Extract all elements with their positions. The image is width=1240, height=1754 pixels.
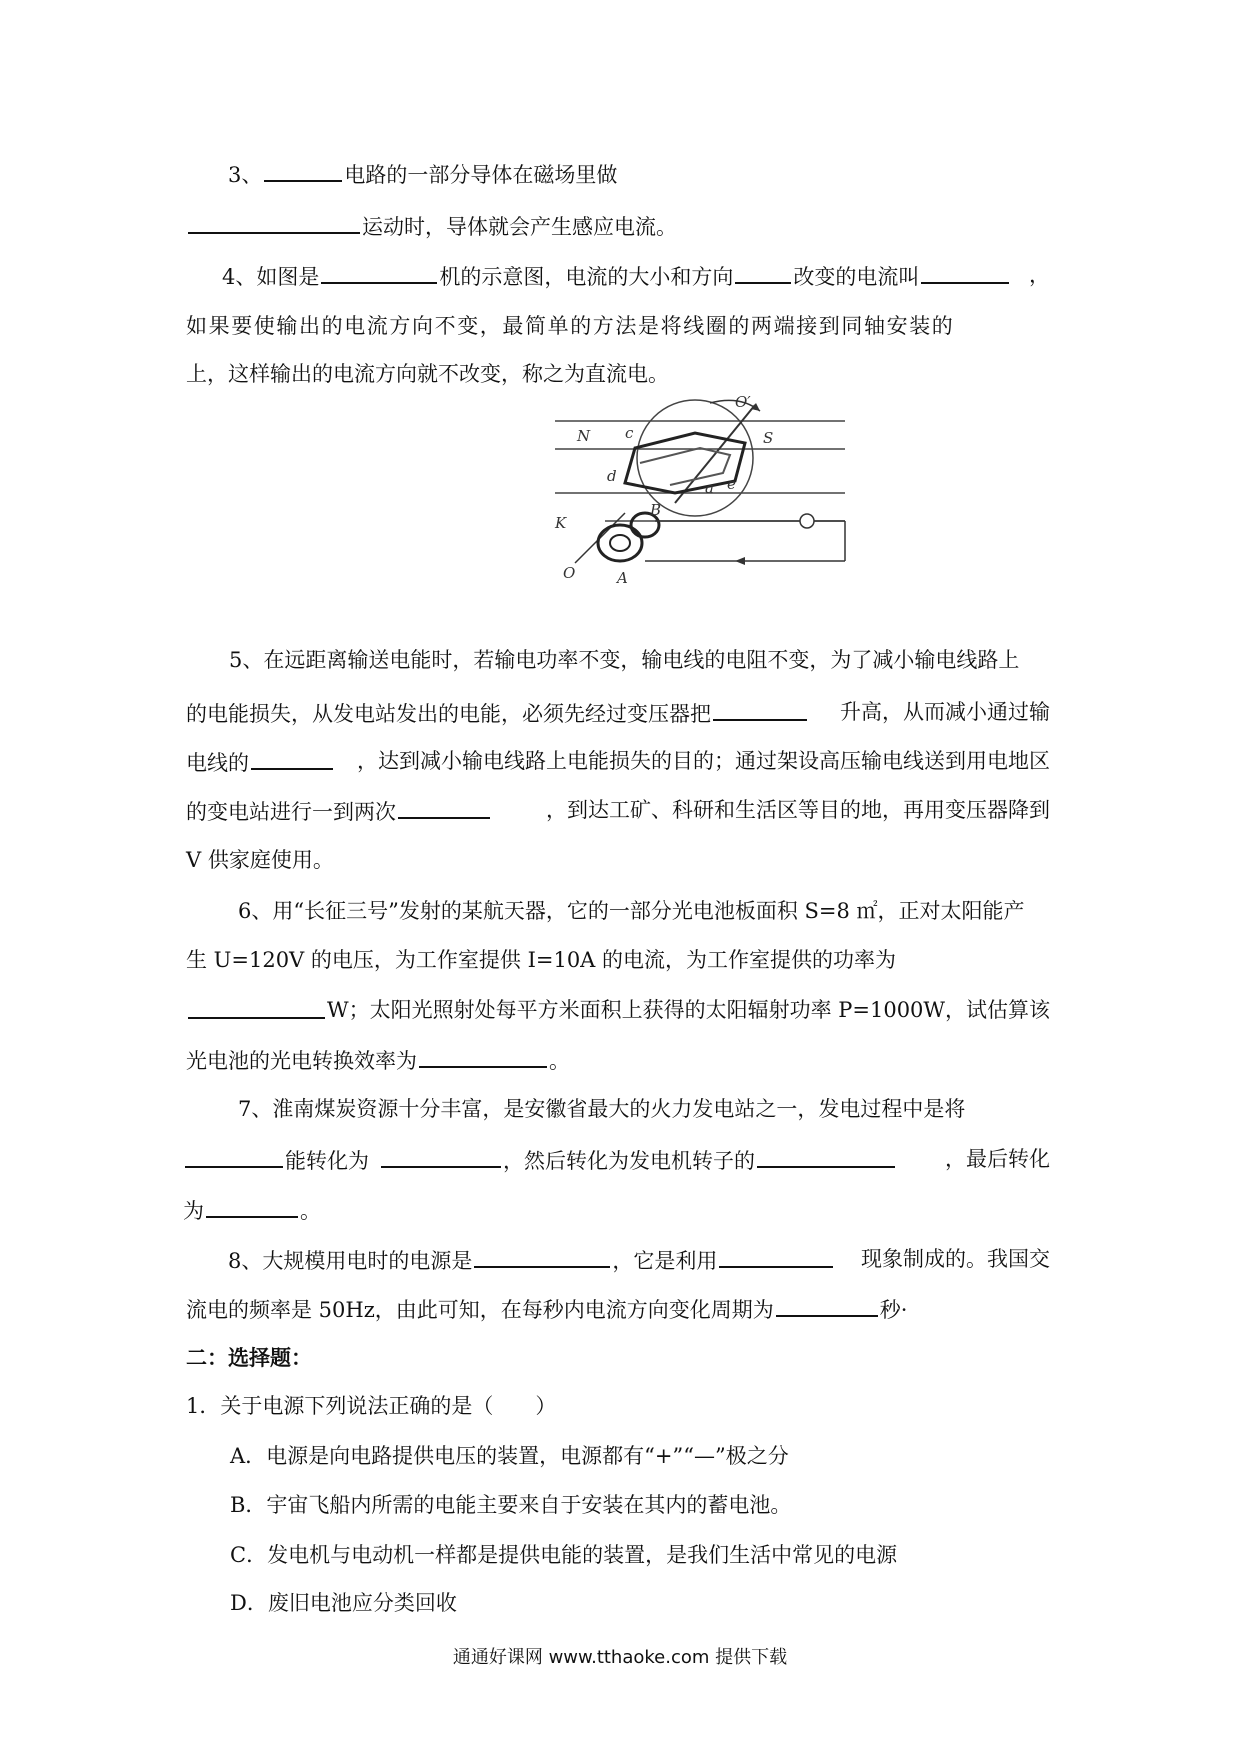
generator-diagram	[545, 393, 875, 588]
q7-blank-2[interactable]	[381, 1144, 501, 1168]
page-footer: 通通好课网 www.tthaoke.com 提供下载	[452, 1647, 788, 1668]
mc1-option-b[interactable]: B．宇宙飞船内所需的电能主要来自于安装在其内的蓄电池。	[230, 1493, 792, 1517]
q8-text-1b: ，它是利用	[612, 1249, 718, 1273]
q8-blank-3[interactable]	[776, 1293, 878, 1317]
q4-blank-1[interactable]	[321, 260, 437, 284]
q6-text-3b: W；太阳光照射处每平方米面积上获得的太阳辐射功率 P=1000W，试估算该	[326, 998, 1050, 1022]
q3-blank-2[interactable]	[188, 210, 360, 234]
q7-blank-1[interactable]	[185, 1144, 283, 1168]
q4-line2: 如果要使输出的电流方向不变，最简单的方法是将线圈的两端接到同轴安装的	[186, 314, 955, 338]
label-o-prime: O′	[735, 393, 751, 411]
q7-text-2c: ，然后转化为发电机转子的	[503, 1149, 755, 1173]
q8-text-1c: 现象制成的。我国交	[861, 1247, 1050, 1271]
q6-text-4a: 光电池的光电转换效率为	[186, 1049, 417, 1073]
label-s: S	[763, 429, 774, 447]
label-o: O	[563, 564, 576, 582]
q3-line1	[228, 158, 617, 190]
q8-text-2b: 秒·	[879, 1298, 908, 1322]
q5-text-3a: 电线的	[186, 751, 249, 775]
q5-line1: 5、在远距离输送电能时，若输电功率不变，输电线的电阻不变，为了减小输电线路上	[229, 648, 1020, 672]
q4-blank-3[interactable]	[921, 260, 1009, 284]
q8-text-2a: 流电的频率是 50Hz，由此可知，在每秒内电流方向变化周期为	[186, 1298, 774, 1322]
label-e: e	[727, 475, 736, 493]
mc1-option-d[interactable]: D．废旧电池应分类回收	[230, 1591, 457, 1615]
q4-line3: 上，这样输出的电流方向就不改变，称之为直流电。	[186, 362, 669, 386]
q3-blank-1[interactable]	[264, 158, 342, 182]
q5-blank-3[interactable]	[398, 795, 490, 819]
q6-blank-2[interactable]	[419, 1044, 547, 1068]
label-d: d	[607, 467, 617, 485]
q8-blank-1[interactable]	[474, 1244, 610, 1268]
q7-blank-4[interactable]	[206, 1194, 298, 1218]
label-n: N	[577, 427, 591, 445]
q7-line1: 7、淮南煤炭资源十分丰富，是安徽省最大的火力发电站之一，发电过程中是将	[238, 1097, 966, 1121]
q6-line2: 生 U=120V 的电压，为工作室提供 I=10A 的电流，为工作室提供的功率为	[186, 948, 897, 972]
q5-line3	[186, 746, 1050, 778]
mc1-stem: 1．关于电源下列说法正确的是（ ）	[186, 1394, 557, 1418]
q4-text-a: 4、如图是	[222, 265, 320, 289]
q5-line2	[186, 697, 1050, 729]
q8-blank-2[interactable]	[719, 1244, 833, 1268]
q3-line2	[186, 210, 677, 242]
label-a: a	[705, 479, 714, 497]
q5-text-3b: ，达到减小输电线路上电能损失的目的；通过架设高压输电线送到用电地区	[357, 749, 1050, 773]
q4-text-b: 机的示意图，电流的大小和方向	[439, 265, 734, 289]
q6-line3	[186, 995, 1050, 1025]
q5-blank-2[interactable]	[251, 746, 333, 770]
mc1-option-a[interactable]: A．电源是向电路提供电压的装置，电源都有“+”“—”极之分	[230, 1444, 789, 1468]
q3-text-1: 电路的一部分导体在磁场里做	[344, 163, 618, 187]
q6-blank-1[interactable]	[188, 995, 325, 1019]
q7-text-3a: 为	[183, 1199, 204, 1223]
q8-text-1a: 8、大规模用电时的电源是	[228, 1249, 473, 1273]
q8-line1	[228, 1244, 1050, 1276]
label-k: K	[555, 514, 567, 532]
q4-blank-2[interactable]	[735, 260, 791, 284]
q6-text-4b: 。	[549, 1049, 570, 1073]
q5-text-2b: 升高，从而减小通过输	[840, 700, 1050, 724]
q7-line3	[183, 1194, 321, 1226]
q8-line2	[186, 1293, 907, 1325]
q7-blank-3[interactable]	[757, 1144, 895, 1168]
q4-text-c: 改变的电流叫	[793, 265, 920, 289]
q7-line2	[183, 1144, 1050, 1176]
q5-line5: V 供家庭使用。	[186, 848, 334, 872]
q7-text-2d: ，最后转化	[945, 1147, 1050, 1171]
q4-line1	[222, 260, 1050, 292]
mc1-option-c[interactable]: C．发电机与电动机一样都是提供电能的装置，是我们生活中常见的电源	[230, 1543, 898, 1567]
section-heading-choice: 二：选择题：	[186, 1346, 312, 1370]
q6-line1: 6、用“长征三号”发射的某航天器，它的一部分光电池板面积 S=8 ㎡，正对太阳能产	[238, 899, 1025, 923]
q5-blank-1[interactable]	[713, 697, 807, 721]
q6-line4	[186, 1044, 570, 1076]
q3-text-2: 运动时，导体就会产生感应电流。	[362, 215, 677, 239]
q7-text-3b: 。	[300, 1199, 321, 1223]
label-c: c	[625, 424, 634, 442]
q3-number: 3、	[228, 163, 263, 187]
q5-text-2a: 的电能损失，从发电站发出的电能，必须先经过变压器把	[186, 702, 711, 726]
q5-text-4a: 的变电站进行一到两次	[186, 800, 396, 824]
label-a-ring: A	[617, 569, 628, 587]
q4-text-d: ，	[1029, 263, 1050, 287]
q5-text-4b: ，到达工矿、科研和生活区等目的地，再用变压器降到	[546, 798, 1050, 822]
q5-line4	[186, 795, 1050, 827]
label-b: B	[650, 501, 662, 519]
q7-text-2b: 能转化为	[285, 1149, 369, 1173]
